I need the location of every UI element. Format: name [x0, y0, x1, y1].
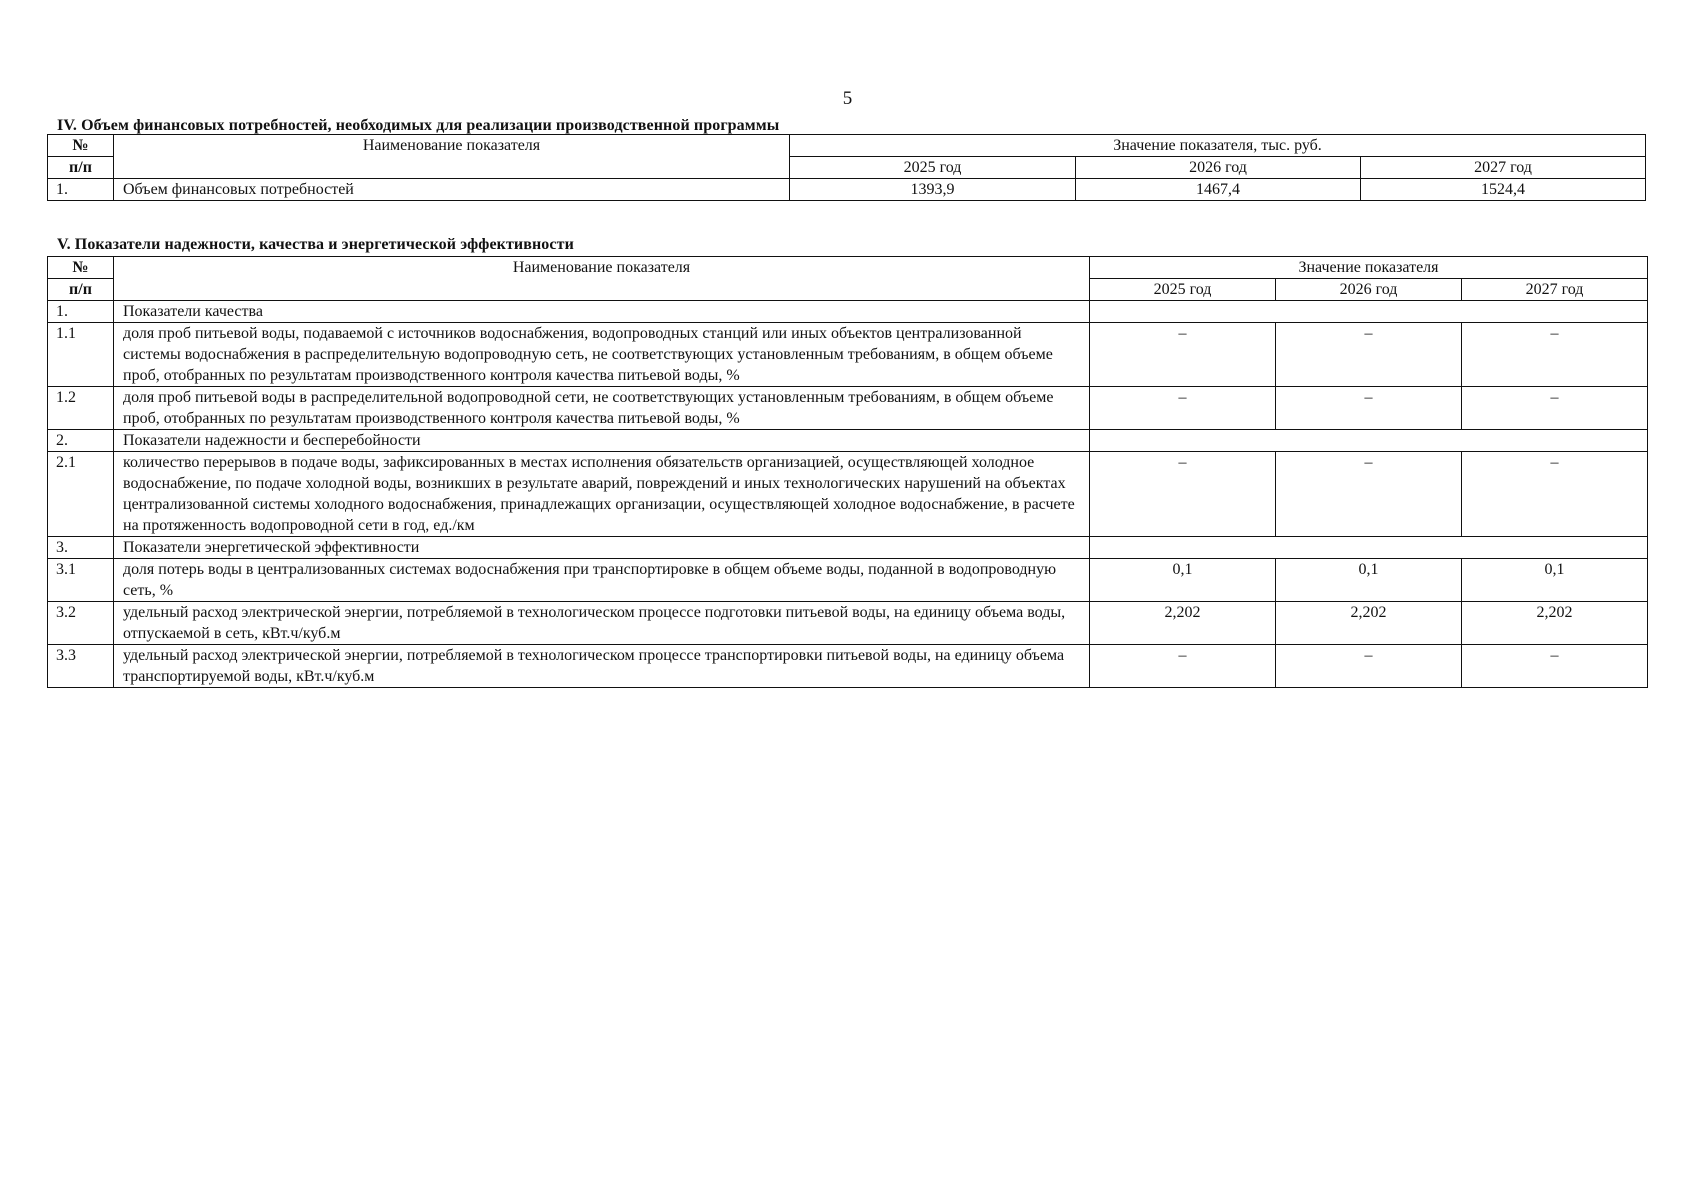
- table-row: [48, 323, 1648, 387]
- row-name: доля потерь воды в централизованных системах водоснабжения при транспортировке в общем объеме воды, поданной в водопроводную сеть, %: [114, 559, 1090, 602]
- row-name: удельный расход электрической энергии, потребляемой в технологическом процессе транспортировки питьевой воды, на единицу объема транспортируемой воды, кВт.ч/куб.м: [114, 645, 1090, 688]
- row-number: 1.2: [48, 387, 114, 430]
- row-number: 2.1: [48, 452, 114, 537]
- value-2025: 1393,9: [790, 179, 1076, 201]
- num-header-sub: п/п: [48, 279, 114, 301]
- group-row: [48, 430, 1648, 452]
- value-2027: 1524,4: [1361, 179, 1646, 201]
- row-name: Показатели энергетической эффективности: [114, 537, 1090, 559]
- value-2026: 1467,4: [1076, 179, 1361, 201]
- row-number: 1.: [48, 301, 114, 323]
- row-name: количество перерывов в подаче воды, зафиксированных в местах исполнения обязательств организацией, осуществляющей холодное водоснабжение, по подаче холодной воды, возникших в результате аварий, повреждений и иных технологических нарушений на объектах централизованной системы холодного водоснабжения, принадлежащих организации, осуществляющей холодное водоснабжение, в расчете на протяженность водопроводной сети в год, ед./км: [114, 452, 1090, 537]
- value-2027: –: [1462, 323, 1648, 387]
- num-header: №: [48, 135, 114, 157]
- table-header-row: [48, 135, 1646, 157]
- row-name: Показатели надежности и бесперебойности: [114, 430, 1090, 452]
- row-number: 3.1: [48, 559, 114, 602]
- value-2026: –: [1276, 645, 1462, 688]
- value-2025: –: [1090, 452, 1276, 537]
- page-number: 5: [842, 88, 853, 109]
- row-name: доля проб питьевой воды в распределительной водопроводной сети, не соответствующих установленным требованиям, в общем объеме проб, отобранных по результатам производственного контроля качества питьевой воды, %: [114, 387, 1090, 430]
- row-number: 1.1: [48, 323, 114, 387]
- value-2025: –: [1090, 387, 1276, 430]
- year-header-2027: 2027 год: [1462, 279, 1648, 301]
- table-row: [48, 452, 1648, 537]
- value-2025: 2,202: [1090, 602, 1276, 645]
- row-number: 3.: [48, 537, 114, 559]
- group-empty-cell: [1090, 537, 1648, 559]
- year-header-2026: 2026 год: [1276, 279, 1462, 301]
- value-2027: –: [1462, 645, 1648, 688]
- row-number: 1.: [48, 179, 114, 201]
- group-row: [48, 301, 1648, 323]
- value-group-header: Значение показателя, тыс. руб.: [790, 135, 1646, 157]
- year-header-2025: 2025 год: [790, 157, 1076, 179]
- value-2025: 0,1: [1090, 559, 1276, 602]
- year-header-2027: 2027 год: [1361, 157, 1646, 179]
- num-header-sub: п/п: [48, 157, 114, 179]
- value-2026: –: [1276, 452, 1462, 537]
- row-name: удельный расход электрической энергии, потребляемой в технологическом процессе подготовки питьевой воды, на единицу объема воды, отпускаемой в сеть, кВт.ч/куб.м: [114, 602, 1090, 645]
- value-2027: 0,1: [1462, 559, 1648, 602]
- table-row: [48, 387, 1648, 430]
- table-row: [48, 559, 1648, 602]
- year-header-2025: 2025 год: [1090, 279, 1276, 301]
- financial-needs-table: [47, 134, 1646, 201]
- value-2027: 2,202: [1462, 602, 1648, 645]
- row-name: доля проб питьевой воды, подаваемой с источников водоснабжения, водопроводных станций или иных объектов централизованной системы водоснабжения в распределительную водопроводную сеть, не соответствующих установленным требованиям, в общем объеме проб, отобранных по результатам производственного контроля качества питьевой воды, %: [114, 323, 1090, 387]
- row-number: 2.: [48, 430, 114, 452]
- row-name: Объем финансовых потребностей: [114, 179, 790, 201]
- value-2026: 0,1: [1276, 559, 1462, 602]
- table-row: [48, 645, 1648, 688]
- value-2025: –: [1090, 645, 1276, 688]
- group-empty-cell: [1090, 301, 1648, 323]
- value-2027: –: [1462, 452, 1648, 537]
- value-2025: –: [1090, 323, 1276, 387]
- value-2027: –: [1462, 387, 1648, 430]
- name-header: Наименование показателя: [114, 257, 1090, 301]
- row-name: Показатели качества: [114, 301, 1090, 323]
- name-header: Наименование показателя: [114, 135, 790, 179]
- table-row: [48, 602, 1648, 645]
- section-4-title: IV. Объем финансовых потребностей, необходимых для реализации производственной программы: [57, 117, 780, 134]
- section-5-title: V. Показатели надежности, качества и энергетической эффективности: [57, 236, 574, 253]
- reliability-table: [47, 256, 1648, 688]
- group-empty-cell: [1090, 430, 1648, 452]
- value-2026: –: [1276, 387, 1462, 430]
- row-number: 3.3: [48, 645, 114, 688]
- value-group-header: Значение показателя: [1090, 257, 1648, 279]
- value-2026: 2,202: [1276, 602, 1462, 645]
- table-row: [48, 179, 1646, 201]
- table-header-row: [48, 257, 1648, 279]
- num-header: №: [48, 257, 114, 279]
- value-2026: –: [1276, 323, 1462, 387]
- row-number: 3.2: [48, 602, 114, 645]
- year-header-2026: 2026 год: [1076, 157, 1361, 179]
- group-row: [48, 537, 1648, 559]
